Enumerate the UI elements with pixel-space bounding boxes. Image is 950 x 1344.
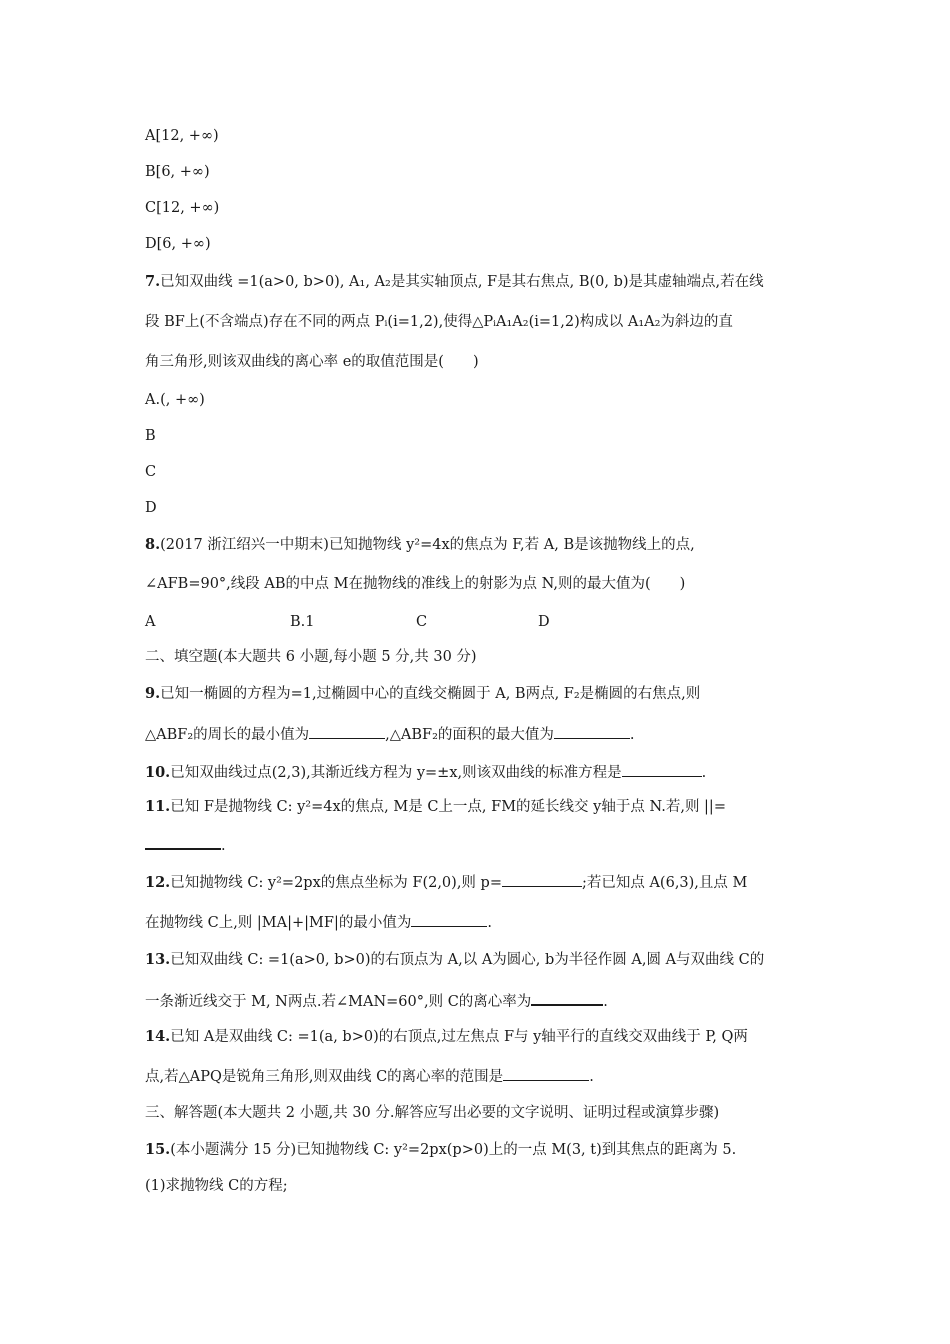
question-15-part-1: (1)求抛物线 C的方程; [145, 1178, 288, 1194]
question-12-number: 12. [145, 874, 171, 891]
option-c-prev: C[12, +∞) [145, 200, 220, 216]
question-7-option-d: D [145, 500, 157, 516]
question-12-line-1: 12.已知抛物线 C: y²=2px的焦点坐标为 F(2,0),则 p= ;若已知点 A(6,3),且点 M [145, 874, 748, 891]
question-9-line-1: 9.已知一椭圆的方程为=1,过椭圆中心的直线交椭圆于 A, B两点, F₂是椭圆的右焦点,则 [145, 685, 701, 702]
question-7-line-3: 角三角形,则该双曲线的离心率 e的取值范围是( ) [145, 354, 479, 370]
question-8-option-b: B.1 [290, 614, 315, 630]
question-8-line-1: 8.(2017 浙江绍兴一中期末)已知抛物线 y²=4x的焦点为 F,若 A, B是该抛物线上的点, [145, 536, 695, 553]
question-7-option-c: C [145, 464, 157, 480]
question-7-option-b: B [145, 428, 156, 444]
question-11-number: 11. [145, 798, 171, 815]
question-14-line-2: 点,若△APQ是锐角三角形,则双曲线 C的离心率的范围是 . [145, 1066, 594, 1087]
answer-blank [503, 1066, 589, 1081]
question-10-line: 10.已知双曲线过点(2,3),其渐近线方程为 y=±x,则该双曲线的标准方程是 . [145, 764, 707, 781]
question-8-option-a: A [145, 614, 156, 630]
question-7-option-a: A.(, +∞) [145, 392, 205, 408]
question-7-number: 7. [145, 273, 161, 290]
question-8-line-2: ∠AFB=90°,线段 AB的中点 M在抛物线的准线上的射影为点 N,则的最大值为( ) [145, 576, 686, 592]
question-11-line-2: . [145, 834, 226, 856]
section-2-heading: 二、填空题(本大题共 6 小题,每小题 5 分,共 30 分) [145, 649, 477, 665]
question-8-number: 8. [145, 536, 161, 553]
answer-blank [145, 834, 221, 850]
section-3-heading: 三、解答题(本大题共 2 小题,共 30 分.解答应写出必要的文字说明、证明过程或演算步骤) [145, 1105, 720, 1121]
question-13-line-2: 一条渐近线交于 M, N两点.若∠MAN=60°,则 C的离心率为 . [145, 990, 608, 1012]
question-8-option-c: C [416, 614, 428, 630]
question-15-line-1: 15.(本小题满分 15 分)已知抛物线 C: y²=2px(p>0)上的一点 M(3, t)到其焦点的距离为 5. [145, 1141, 737, 1158]
answer-blank [502, 872, 582, 887]
question-7-line-1: 7.已知双曲线 =1(a>0, b>0), A₁, A₂是其实轴顶点, F是其右焦点, B(0, b)是其虚轴端点,若在线 [145, 273, 764, 290]
question-15-number: 15. [145, 1141, 171, 1158]
question-10-number: 10. [145, 764, 171, 781]
answer-blank [622, 762, 702, 777]
question-7-line-2: 段 BF上(不含端点)存在不同的两点 Pᵢ(i=1,2),使得△PᵢA₁A₂(i=1,2)构成以 A₁A₂为斜边的直 [145, 314, 733, 330]
option-a-prev: A[12, +∞) [145, 128, 219, 144]
question-13-line-1: 13.已知双曲线 C: =1(a>0, b>0)的右顶点为 A,以 A为圆心, b为半径作圆 A,圆 A与双曲线 C的 [145, 951, 765, 968]
question-9-number: 9. [145, 685, 161, 702]
question-13-number: 13. [145, 951, 171, 968]
question-9-line-2: △ABF₂的周长的最小值为 ,△ABF₂的面积的最大值为 . [145, 724, 635, 745]
option-b-prev: B[6, +∞) [145, 164, 210, 180]
answer-blank [309, 724, 385, 739]
question-12-line-2: 在抛物线 C上,则 |MA|+|MF|的最小值为 . [145, 912, 492, 933]
answer-blank [411, 912, 487, 927]
question-11-line-1: 11.已知 F是抛物线 C: y²=4x的焦点, M是 C上一点, FM的延长线交 y轴于点 N.若,则 ||= [145, 798, 726, 815]
question-14-number: 14. [145, 1028, 171, 1045]
answer-blank [554, 724, 630, 739]
question-8-option-d: D [538, 614, 550, 630]
question-14-line-1: 14.已知 A是双曲线 C: =1(a, b>0)的右顶点,过左焦点 F与 y轴平行的直线交双曲线于 P, Q两 [145, 1028, 748, 1045]
answer-blank [531, 990, 603, 1006]
option-d-prev: D[6, +∞) [145, 236, 211, 252]
